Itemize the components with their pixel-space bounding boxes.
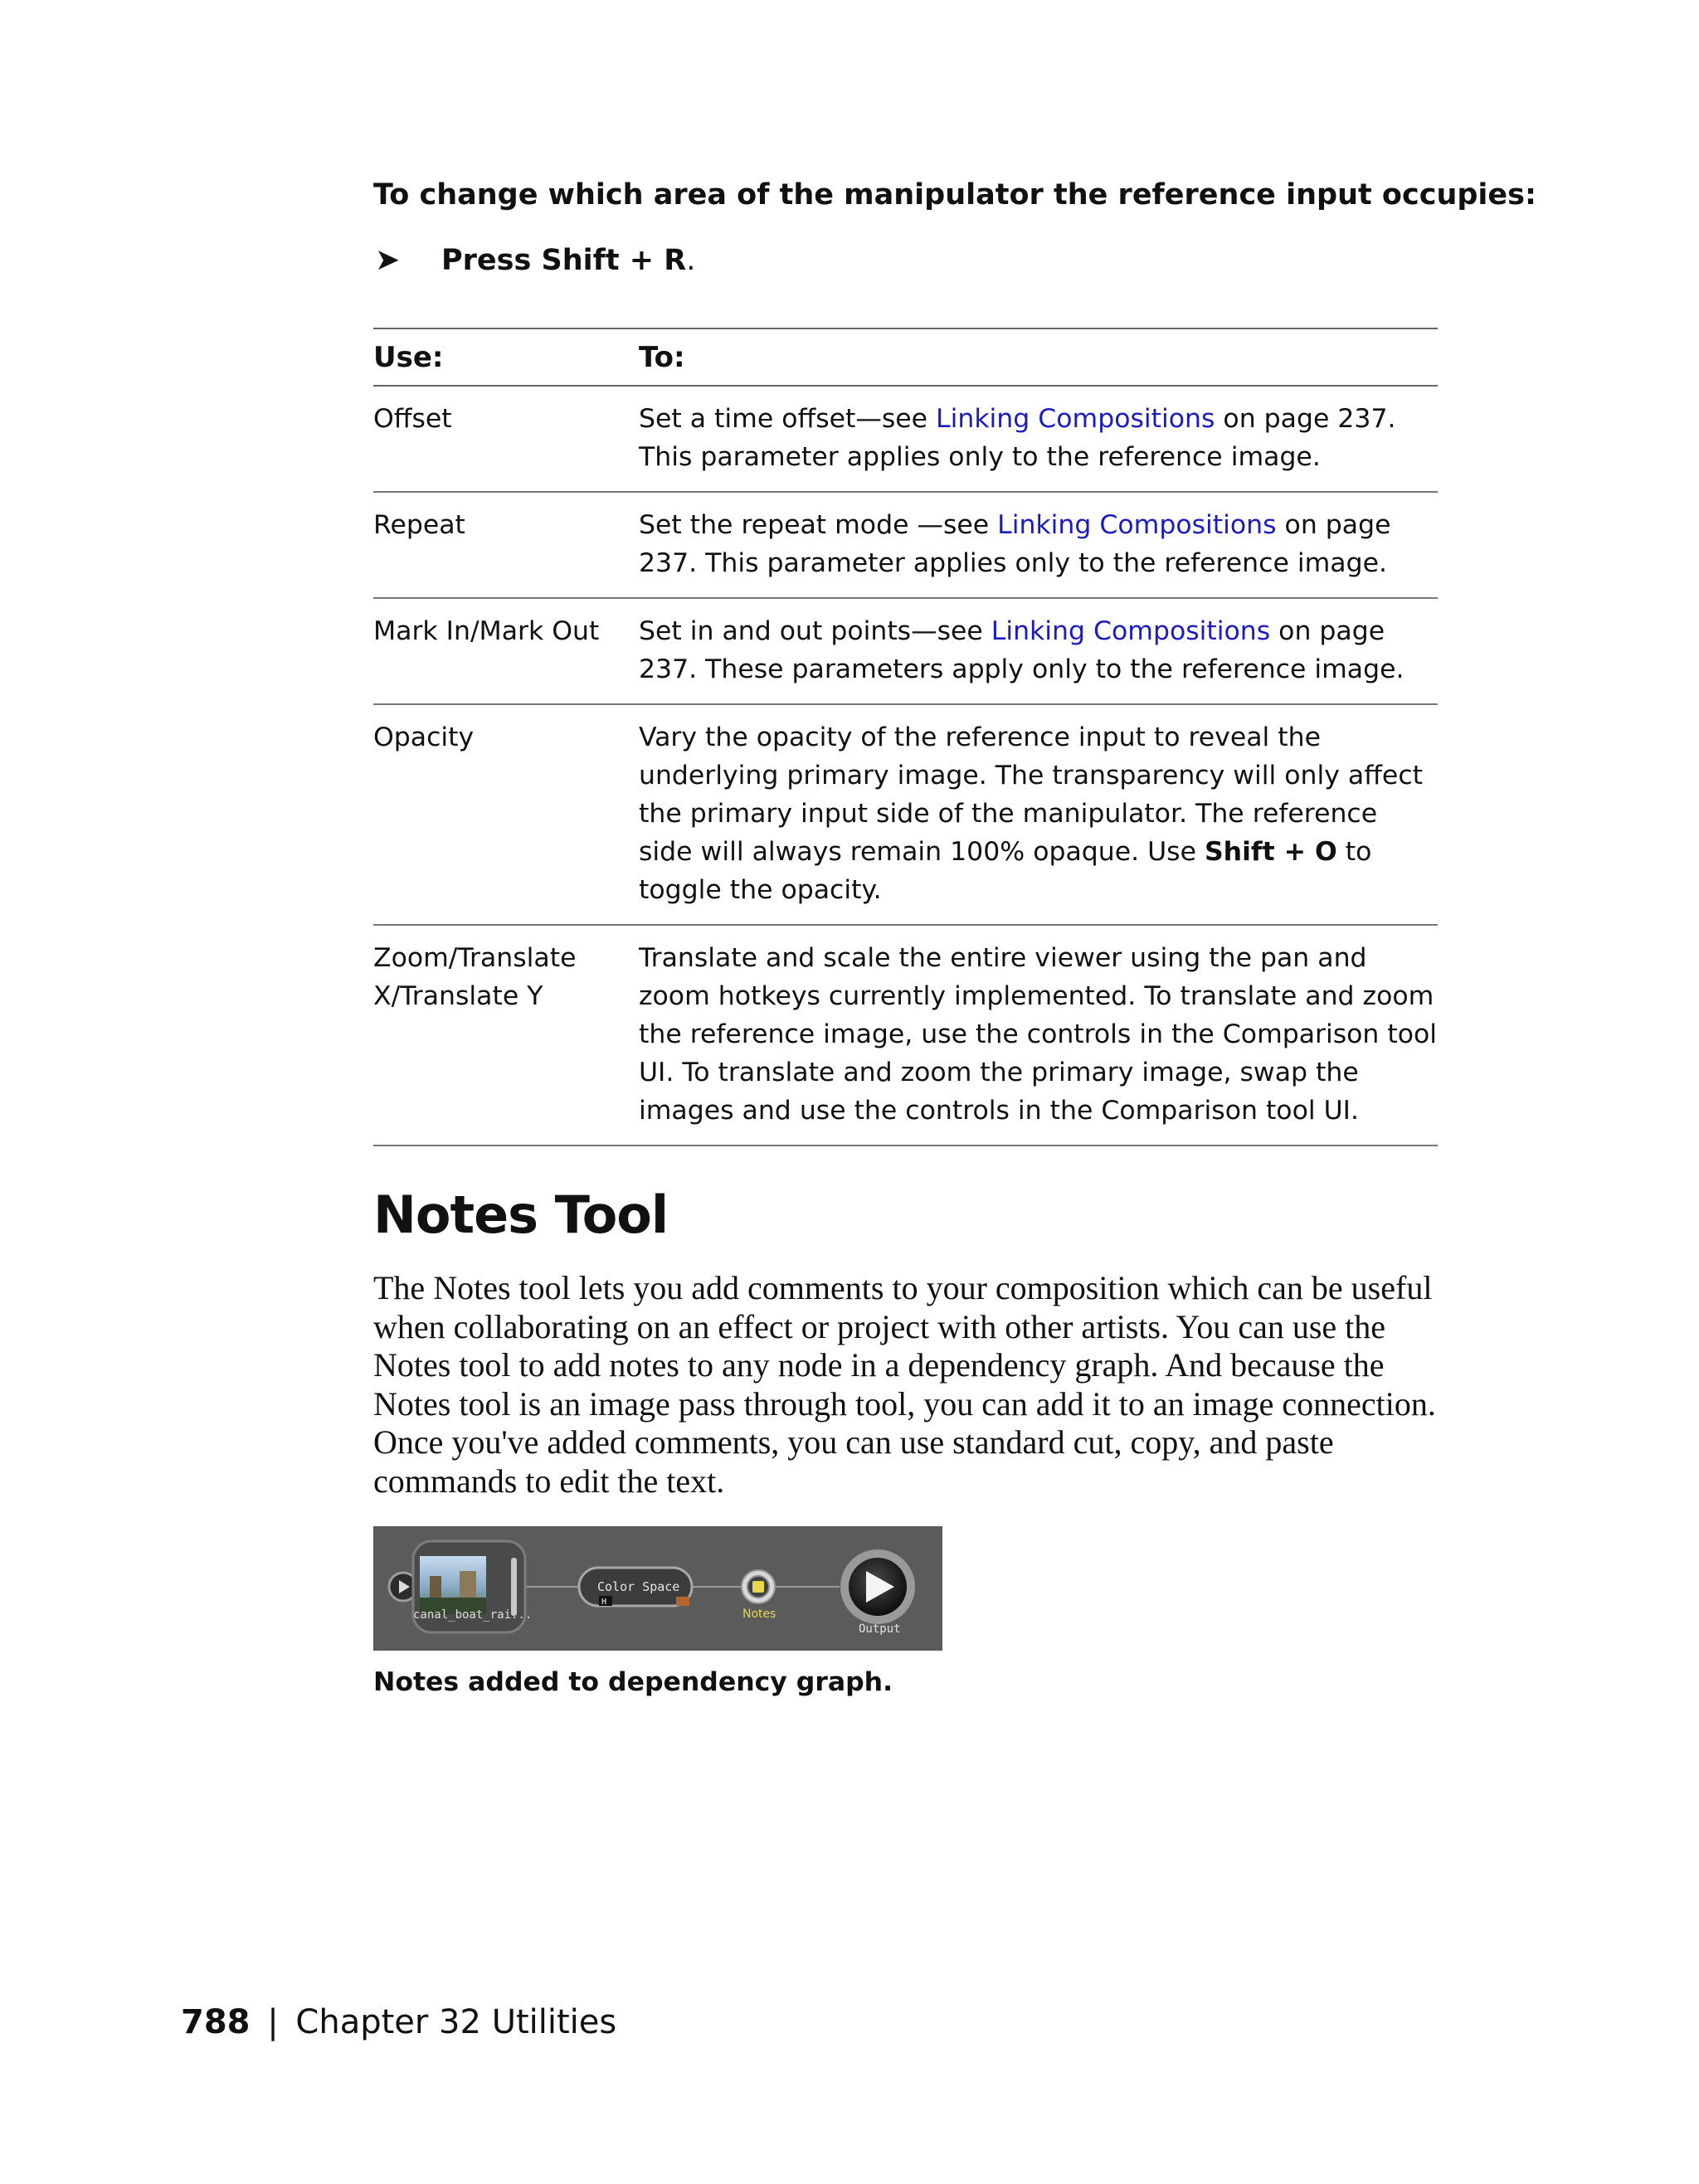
linking-compositions-link[interactable]: Linking Compositions [936, 404, 1215, 434]
row-use: Opacity [373, 704, 639, 925]
row-use: Mark In/Mark Out [373, 598, 639, 704]
dependency-graph-figure [373, 1526, 942, 1651]
description-text: on page 237. These parameters apply only to the reference image. [639, 616, 1404, 684]
thumbnail-detail [460, 1571, 476, 1599]
table-header-row [373, 328, 1438, 386]
description-text: Set the repeat mode —see [639, 510, 998, 540]
description-text: Set in and out points—see [639, 616, 991, 646]
figure-caption: Notes added to dependency graph. [373, 1667, 893, 1697]
row-use-line: Zoom/Translate [373, 943, 577, 973]
chapter-label: Chapter 32 [295, 2003, 481, 2041]
section-title: Notes Tool [373, 1184, 669, 1245]
output-node-label: Output [859, 1622, 901, 1636]
color-space-status [676, 1597, 689, 1606]
description-text: Vary the opacity of the reference input to reveal the underlying primary image. The transparency will only affect the primary input side of the manipulator. The reference side will always remain 100% opaque. Use [639, 722, 1423, 867]
source-node-label: canal_boat_rai... [413, 1608, 533, 1622]
thumbnail-detail [430, 1576, 441, 1599]
linking-compositions-link[interactable]: Linking Compositions [997, 510, 1277, 540]
table-row [373, 925, 1438, 1146]
color-space-node[interactable] [579, 1568, 692, 1607]
header-use: Use: [373, 328, 639, 386]
header-to: To: [639, 328, 1438, 386]
source-output-handle[interactable] [511, 1558, 517, 1616]
description-text: on page 237. This parameter applies only to the reference image. [639, 404, 1396, 472]
procedure-step [375, 239, 695, 282]
color-space-badge: H [601, 1598, 607, 1607]
description-text: to toggle the opacity. [639, 837, 1372, 905]
step-suffix: . [686, 244, 696, 277]
description-text: on page 237. This parameter applies only to the reference image. [639, 510, 1391, 578]
page-number: 788 [181, 2003, 251, 2041]
notes-icon [752, 1581, 764, 1593]
chapter-title: Utilities [491, 2003, 617, 2041]
step-prefix: Press [441, 244, 542, 277]
linking-compositions-link[interactable]: Linking Compositions [991, 616, 1271, 646]
table-row [373, 598, 1438, 704]
row-use: Offset [373, 386, 639, 492]
table-row [373, 704, 1438, 925]
step-arrow-icon: ➤ [375, 243, 401, 277]
output-node[interactable] [840, 1549, 915, 1636]
row-description: Translate and scale the entire viewer using the pan and zoom hotkeys currently implemented. To translate and zoom the reference image, use the controls in the Comparison tool UI. To translate and zoom the primary image, swap the images and use the controls in the Comparison tool UI. [639, 925, 1438, 1146]
row-use: Repeat [373, 492, 639, 598]
section-body: The Notes tool lets you add comments to your composition which can be useful when collaborating on an effect or project with other artists. You can use the Notes tool to add notes to any node in a dependency graph. And because the Notes tool is an image pass through tool, you can add it to an image connection. Once you've added comments, you can use standard cut, copy, and paste commands to edit the text. [373, 1269, 1436, 1500]
dependency-graph-canvas [373, 1526, 942, 1651]
description-text: Set a time offset—see [639, 404, 937, 434]
footer-separator: | [267, 2003, 279, 2041]
parameter-table [373, 328, 1438, 1146]
row-description [639, 386, 1438, 492]
page-footer [181, 1999, 616, 2045]
source-node[interactable] [389, 1541, 532, 1632]
notes-node-label: Notes [742, 1608, 776, 1621]
table-row [373, 386, 1438, 492]
procedure-heading: To change which area of the manipulator the reference input occupies: [373, 178, 1536, 212]
color-space-label: Color Space [597, 1579, 680, 1594]
row-description [639, 598, 1438, 704]
row-use-line: X/Translate Y [373, 981, 543, 1011]
row-description [639, 704, 1438, 925]
row-description [639, 492, 1438, 598]
notes-node[interactable] [742, 1570, 776, 1621]
table-row [373, 492, 1438, 598]
opacity-hotkey: Shift + O [1205, 837, 1337, 867]
step-keys: Shift + R [541, 244, 687, 277]
row-use [373, 925, 639, 1146]
